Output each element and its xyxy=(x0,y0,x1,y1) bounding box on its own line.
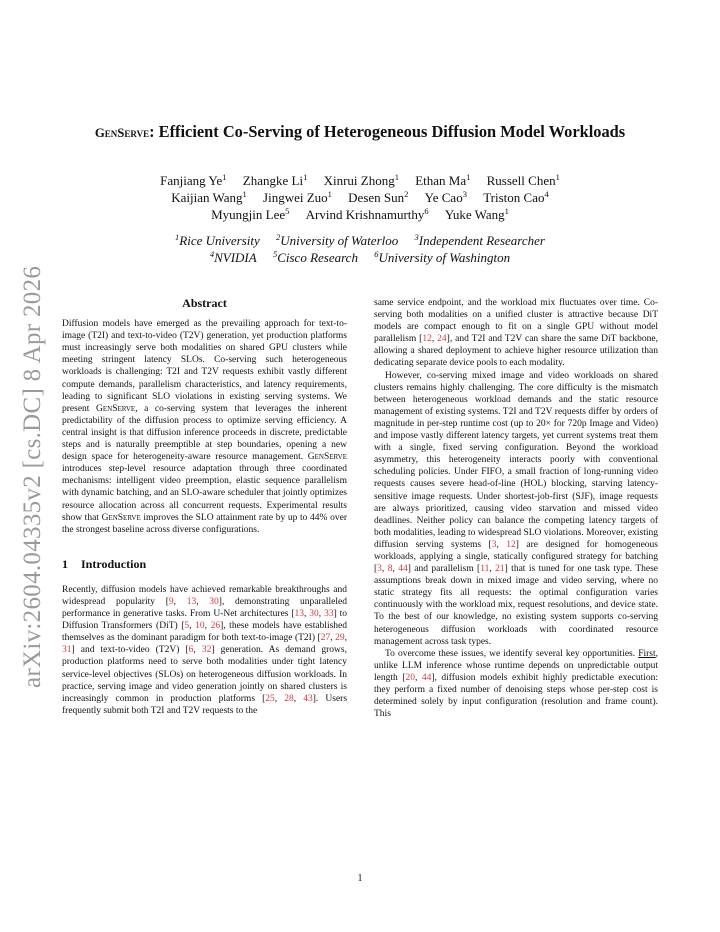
citation-link[interactable]: 32 xyxy=(201,645,212,656)
author-affiliation-mark: 5 xyxy=(285,206,290,216)
author-affiliation-mark: 6 xyxy=(424,206,429,216)
affiliation-name: University of Waterloo xyxy=(280,233,399,248)
author-row xyxy=(60,206,660,223)
affiliation-number: 4 xyxy=(209,249,215,259)
author-name: Fanjiang Ye$^1$ xyxy=(160,172,227,188)
citation-link[interactable]: 29 xyxy=(335,633,345,644)
affiliation-row xyxy=(60,232,660,249)
affiliation-number: 2 xyxy=(276,232,281,242)
citation-link[interactable]: 10 xyxy=(195,621,205,632)
citation-link[interactable]: 44 xyxy=(421,672,432,683)
citation-link[interactable]: 9 xyxy=(168,596,174,607)
author-affiliation-mark: 1 xyxy=(242,189,247,199)
right-column xyxy=(374,297,658,720)
intro-paragraph: To overcome these issues, we identify several key opportunities. First, unlike LLM inference whose runtime depends on unpredictable output length [20, 44], diffusion models exhibit highly predictable execution: they perform a fixed number of denoising steps whose per-step cost is determined solely by input configuration (resolution and frame count). This xyxy=(374,648,659,720)
title-rest: : Efficient Co-Serving of Heterogeneous Diffusion Model Workloads xyxy=(149,122,626,141)
left-column xyxy=(62,297,347,717)
citation-link[interactable]: 44 xyxy=(398,564,408,575)
affiliation-row xyxy=(60,249,660,266)
author-affiliation-mark: 1 xyxy=(303,172,308,182)
author-name: Arvind Krishnamurthy$^6$ xyxy=(305,206,429,222)
author-affiliation-mark: 3 xyxy=(462,189,467,199)
citation-link[interactable]: 21 xyxy=(495,564,505,575)
paper-title xyxy=(40,122,680,142)
citation-link[interactable]: 6 xyxy=(188,645,194,656)
affiliation-name: Independent Researcher xyxy=(418,233,545,248)
author-row xyxy=(60,189,660,206)
author-affiliation-mark: 1 xyxy=(504,206,509,216)
author-name: Ye Cao$^3$ xyxy=(424,189,467,205)
author-name: Zhangke Li$^1$ xyxy=(242,172,308,188)
intro-paragraph: However, co-serving mixed image and video workloads on shared clusters remains highly challenging. The core difficulty is the mismatch between heterogeneous workload demands and the static resource management of existing systems. T2I and T2V requests differ by orders of magnitude in per-step runtime cost (up to 20× for 720p Image and Video) and impose vastly different latency targets, yet current systems treat them with a single, fixed serving configuration. Beyond the workload asymmetry, this heterogeneity interacts poorly with conventional scheduling policies. Under FIFO, a small fraction of long-running video requests causes severe head-of-line (HOL) blocking, starving latency-sensitive image requests. Under shortest-job-first (SJF), image requests are always prioritized, causing video starvation and missed video deadlines. Neither policy can balance the competing latency targets of both modalities, leading to widespread SLO violations. Moreover, existing diffusion serving systems [3, 12] are designed for homogeneous workloads, applying a single, statically configured strategy for batching [3, 8, 44] and parallelism [11, 21] that is tuned for one task type. These assumptions break down in mixed image and video serving, where no static strategy fits all requests: the optimal configuration varies continuously with the workload mix, request resolutions, and device state. To the best of our knowledge, no existing system supports co-serving heterogeneous diffusion workloads with coordinated resource management across task types. xyxy=(374,370,659,647)
citation-link[interactable]: 11 xyxy=(480,564,490,575)
citation-link[interactable]: 27 xyxy=(320,633,331,644)
author-row xyxy=(60,172,660,189)
author-affiliation-mark: 4 xyxy=(544,189,549,199)
author-name: Ethan Ma$^1$ xyxy=(415,172,471,188)
system-name: GenServe xyxy=(307,452,347,463)
title-system-name: GenServe xyxy=(94,126,150,140)
citation-link[interactable]: 28 xyxy=(284,693,294,704)
citation-link[interactable]: 5 xyxy=(184,621,190,632)
author-name: Myungjin Lee$^5$ xyxy=(211,206,290,222)
affiliation-name: Rice University xyxy=(179,233,260,248)
intro-paragraph: Recently, diffusion models have achieved remarkable breakthroughs and widespread popularity [9, 13, 30], demonstrating unparalleled performance in generative tasks. From U-Net architectures [13, 30, 33] to Diffusion Transformers (DiT) [5, 10, 26], these models have established themselves as the dominant paradigm for both text-to-image (T2I) [27, 29, 31] and text-to-video (T2V) [6, 32] generation. As demand grows, production platforms need to serve both modalities under tight latency service-level objectives (SLOs) on heterogeneous diffusion workloads. In practice, serving image and video generation jointly on shared clusters is increasingly common in production platforms [25, 28, 43]. Users frequently submit both T2I and T2V requests to the xyxy=(62,584,348,716)
section-number: 1 xyxy=(62,556,68,571)
intro-paragraph-continued: same service endpoint, and the workload mix fluctuates over time. Co-serving both modalities on a unified cluster is attractive because DiT models are compact enough to fit on a single GPU without model parallelism [12, 24], and T2I and T2V can share the same DiT backbone, allowing a shared deployment to achieve higher resource utilization than dedicating separate device pools to each modality. xyxy=(374,298,658,369)
affiliation-number: 3 xyxy=(414,232,419,242)
affiliation-number: 5 xyxy=(272,249,278,259)
author-name: Desen Sun$^2$ xyxy=(348,189,409,205)
citation-link[interactable]: 3 xyxy=(377,564,382,575)
citation-link[interactable]: 8 xyxy=(387,564,393,575)
page-number: 1 xyxy=(357,873,363,884)
author-name: Triston Cao$^4$ xyxy=(483,189,549,205)
author-affiliation-mark: 1 xyxy=(394,172,399,182)
author-affiliation-mark: 2 xyxy=(404,189,409,199)
citation-link[interactable]: 30 xyxy=(309,609,319,620)
author-name: Jingwei Zuo$^1$ xyxy=(263,189,332,205)
citation-link[interactable]: 20 xyxy=(405,672,415,683)
emphasis-word: First xyxy=(638,648,656,659)
citation-link[interactable]: 12 xyxy=(422,334,432,345)
citation-link[interactable]: 12 xyxy=(506,539,516,550)
citation-link[interactable]: 13 xyxy=(186,596,197,607)
author-name: Kaijian Wang$^1$ xyxy=(171,189,247,205)
affiliation-number: 6 xyxy=(374,249,379,259)
abstract-text: Diffusion models have emerged as the prevailing approach for text-to-image (T2I) and text-to-video (T2V) generation, yet production platforms must increasingly serve both modalities on shared GPU clusters while meeting stringent latency SLOs. Co-serving such heterogeneous workloads is challenging: T2I and T2V requests exhibit vastly different compute demands, parallelism characteristics, and latency requirements, leading to significant SLO violations in existing serving systems. We present GenServe, a co-serving system that leverages the inherent predictability of the diffusion process to optimize serving efficiency. A central insight is that diffusion inference proceeds in discrete, predictable steps and is naturally preemptible at step boundaries, opening a new design space for heterogeneity-aware resource management. GenServe introduces step-level resource adaptation through three coordinated mechanisms: intelligent video preemption, elastic sequence parallelism with dynamic batching, and an SLO-aware scheduler that jointly optimizes resource allocation across all concurrent requests. Experimental results show that GenServe improves the SLO attainment rate by up to 44% over the strongest baseline across diverse configurations. xyxy=(62,319,348,535)
citation-link[interactable]: 43 xyxy=(303,693,313,704)
citation-link[interactable]: 24 xyxy=(437,334,447,345)
citation-link[interactable]: 25 xyxy=(265,693,275,704)
section-heading xyxy=(62,558,347,570)
arxiv-identifier: arXiv:2604.04335v2 [cs.DC] 8 Apr 2026 xyxy=(19,265,46,688)
affiliation-name: Cisco Research xyxy=(277,250,358,265)
abstract-heading: Abstract xyxy=(182,296,227,310)
system-name: GenServe xyxy=(101,512,141,523)
section-title: Introduction xyxy=(81,556,147,571)
citation-link[interactable]: 31 xyxy=(62,645,72,656)
affiliation-number: 1 xyxy=(175,232,180,242)
author-name: Russell Chen$^1$ xyxy=(486,172,560,188)
affiliation-name: University of Washington xyxy=(378,250,511,265)
citation-link[interactable]: 33 xyxy=(324,609,334,620)
author-affiliation-mark: 1 xyxy=(466,172,471,182)
system-name: GenServe xyxy=(96,403,136,414)
author-affiliation-mark: 1 xyxy=(222,172,227,182)
citation-link[interactable]: 30 xyxy=(209,596,219,607)
affiliation-name: NVIDIA xyxy=(214,250,257,265)
author-affiliation-mark: 1 xyxy=(555,172,560,182)
citation-link[interactable]: 13 xyxy=(294,609,305,620)
author-name: Yuke Wang$^1$ xyxy=(444,206,509,222)
citation-link[interactable]: 26 xyxy=(210,621,221,632)
affiliation-list xyxy=(60,232,660,266)
citation-link[interactable]: 3 xyxy=(491,539,497,550)
author-list xyxy=(60,172,660,223)
author-affiliation-mark: 1 xyxy=(327,189,332,199)
author-name: Xinrui Zhong$^1$ xyxy=(323,172,399,188)
